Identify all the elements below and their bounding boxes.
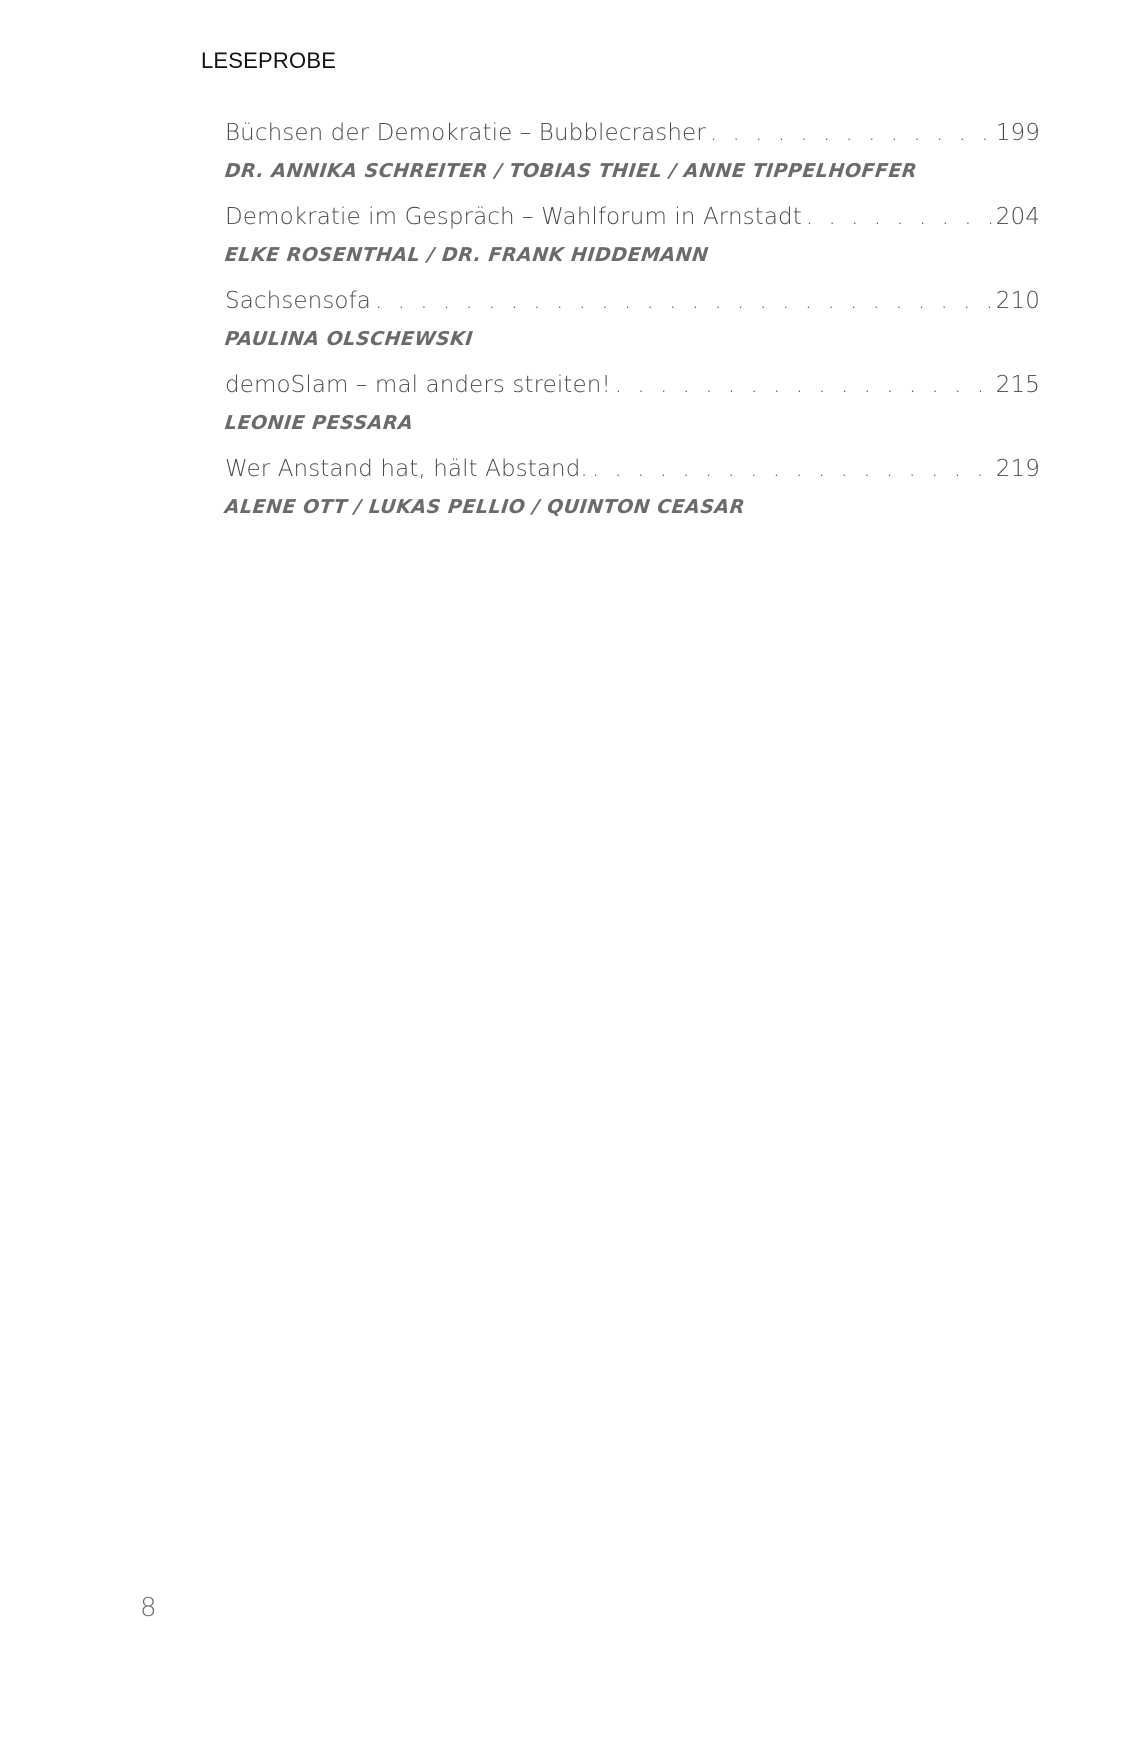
toc-entry-title: Demokratie im Gespräch – Wahlforum in Arnstadt: [225, 204, 802, 230]
toc-entry-title: Büchsen der Demokratie – Bubblecrasher: [225, 120, 706, 146]
toc-dot-leader: [615, 372, 992, 398]
toc-entry: [225, 456, 1040, 540]
table-of-contents: [225, 120, 1040, 540]
toc-dot-leader: [710, 120, 992, 146]
toc-line: [225, 204, 1040, 244]
page-number: 8: [140, 1593, 157, 1623]
toc-entry-authors: PAULINA OLSCHEWSKI: [223, 328, 475, 350]
toc-entry: [225, 204, 1040, 288]
toc-entry-authors: ELKE ROSENTHAL / DR. FRANK HIDDEMANN: [223, 244, 710, 266]
toc-entry-title: Sachsensofa: [225, 288, 371, 314]
toc-line: [225, 372, 1040, 412]
toc-entry: [225, 120, 1040, 204]
toc-entry: [225, 288, 1040, 372]
toc-entry-page: 215: [995, 372, 1040, 398]
toc-entry-page: 204: [995, 204, 1040, 230]
toc-line: [225, 456, 1040, 496]
toc-entry-authors: DR. ANNIKA SCHREITER / TOBIAS THIEL / ANNE TIPPELHOFFER: [223, 160, 919, 182]
toc-dot-leader: [806, 204, 992, 230]
toc-entry: [225, 372, 1040, 456]
toc-entry-title: demoSlam – mal anders streiten!: [225, 372, 611, 398]
toc-line: [225, 288, 1040, 328]
header-label: LESEPROBE: [201, 48, 337, 73]
toc-line: [225, 120, 1040, 160]
toc-entry-title: Wer Anstand hat, hält Abstand.: [225, 456, 588, 482]
toc-entry-page: 219: [995, 456, 1040, 482]
toc-dot-leader: [375, 288, 992, 314]
toc-entry-page: 210: [995, 288, 1040, 314]
toc-dot-leader: [592, 456, 992, 482]
toc-entry-page: 199: [995, 120, 1040, 146]
toc-entry-authors: LEONIE PESSARA: [223, 412, 415, 434]
toc-entry-authors: ALENE OTT / LUKAS PELLIO / QUINTON CEASAR: [223, 496, 747, 518]
